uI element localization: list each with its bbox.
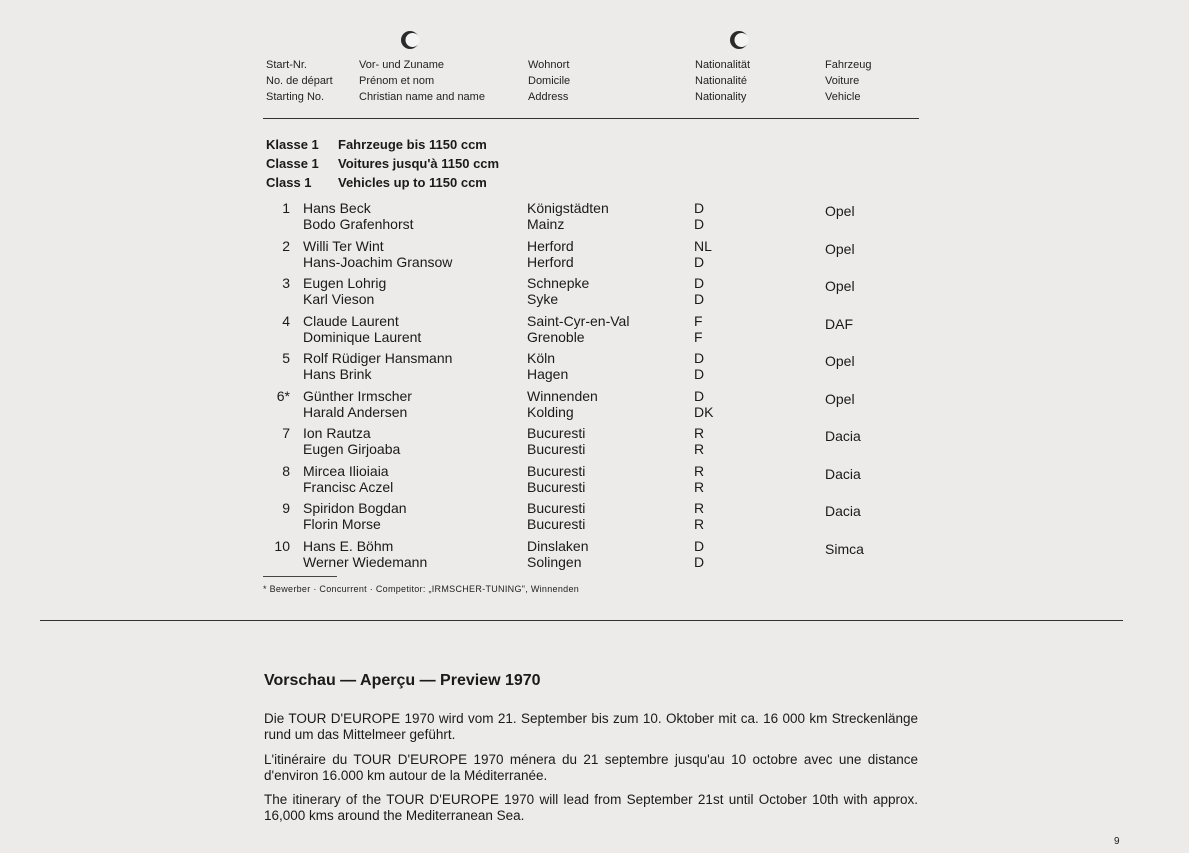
- driver-names: Willi Ter Wint Hans-Joachim Gransow: [303, 237, 453, 270]
- entry-row: [0, 238, 1189, 276]
- nationalities: D D: [694, 537, 705, 570]
- entry-row: [0, 500, 1189, 538]
- vehicle: Simca: [825, 540, 864, 557]
- preview-paragraph-de: Die TOUR D'EUROPE 1970 wird vom 21. September bis zum 10. Oktober mit ca. 16 000 km Streckenlänge rund um das Mittelmeer geführt.: [264, 711, 918, 742]
- start-number: 6*: [276, 387, 290, 404]
- entry-row: [0, 313, 1189, 351]
- home-towns: Herford Herford: [527, 237, 574, 270]
- home-towns: Bucuresti Bucuresti: [527, 425, 586, 457]
- start-number: 2: [282, 237, 290, 254]
- driver-names: Hans Beck Bodo Grafenhorst: [303, 200, 414, 232]
- driver-names: Claude Laurent Dominique Laurent: [303, 312, 422, 345]
- nationalities: R R: [694, 425, 705, 457]
- driver-names: Ion Rautza Eugen Girjoaba: [303, 425, 401, 457]
- driver-names: Spiridon Bogdan Florin Morse: [303, 500, 407, 532]
- header-home: Wohnort Domicile Address: [528, 59, 571, 103]
- start-number: 10: [274, 537, 290, 554]
- entry-row: [0, 538, 1189, 576]
- entry-row: [0, 275, 1189, 313]
- entry-row: [0, 463, 1189, 501]
- preview-paragraph-en: The itinerary of the TOUR D'EUROPE 1970 will lead from September 21st until October 10th with approx. 16,000 kms around the Mediterranean Sea.: [264, 792, 918, 823]
- entry-row: [0, 200, 1189, 238]
- vehicle: Opel: [825, 390, 855, 407]
- vehicle: Opel: [825, 278, 855, 294]
- entry-row: [0, 350, 1189, 388]
- vehicle: Dacia: [825, 428, 861, 444]
- preview-paragraph-fr: L'itinéraire du TOUR D'EUROPE 1970 ménera du 21 septembre jusqu'au 10 octobre avec une distance d'environ 16.000 km autour de la Méditerranée.: [264, 752, 918, 783]
- class-heading: Klasse 1 Fahrzeuge bis 1150 ccm Classe 1 Voitures jusqu'à 1150 ccm Class 1 Vehicles up to 1150 ccm: [266, 137, 500, 190]
- home-towns: Saint-Cyr-en-Val Grenoble: [527, 312, 630, 345]
- nationalities: D D: [694, 275, 705, 307]
- footnote: * Bewerber · Concurrent · Competitor: „IRMSCHER-TUNING", Winnenden: [263, 584, 580, 594]
- header-nationality: Nationalität Nationalité Nationality: [695, 59, 751, 103]
- nationalities: R R: [694, 462, 705, 495]
- start-number: 9: [282, 500, 290, 516]
- start-number: 5: [282, 350, 290, 366]
- entry-row: [0, 388, 1189, 426]
- entry-row: [0, 425, 1189, 463]
- binder-hole-icon: [729, 29, 749, 51]
- vehicle: Opel: [825, 203, 855, 219]
- nationalities: D DK: [694, 387, 714, 420]
- vehicle: Opel: [825, 240, 855, 257]
- entry-list: [0, 200, 1189, 575]
- driver-names: Günther Irmscher Harald Andersen: [303, 387, 412, 420]
- home-towns: Königstädten Mainz: [527, 200, 609, 232]
- vehicle: Opel: [825, 353, 855, 369]
- footnote-rule: [263, 576, 337, 577]
- nationalities: D D: [694, 350, 705, 382]
- start-number: 1: [282, 200, 290, 216]
- driver-names: Eugen Lohrig Karl Vieson: [303, 275, 387, 307]
- vehicle: Dacia: [825, 465, 861, 482]
- nationalities: D D: [694, 200, 705, 232]
- home-towns: Bucuresti Bucuresti: [527, 500, 586, 532]
- start-number: 8: [282, 462, 290, 479]
- page-number: 9: [1114, 836, 1120, 847]
- binder-hole-icon: [400, 29, 420, 51]
- header-vehicle: Fahrzeug Voiture Vehicle: [825, 59, 872, 103]
- nationalities: F F: [694, 312, 703, 345]
- vehicle: Dacia: [825, 503, 861, 519]
- header-name: Vor- und Zuname Prénom et nom Christian name and name: [359, 59, 485, 103]
- preview-title: Vorschau — Aperçu — Preview 1970: [264, 672, 541, 689]
- nationalities: R R: [694, 500, 705, 532]
- home-towns: Bucuresti Bucuresti: [527, 462, 586, 495]
- driver-names: Rolf Rüdiger Hansmann Hans Brink: [303, 350, 453, 382]
- driver-names: Hans E. Böhm Werner Wiedemann: [303, 537, 428, 570]
- header-rule: [263, 118, 919, 119]
- start-number: 4: [282, 312, 290, 329]
- home-towns: Schnepke Syke: [527, 275, 590, 307]
- home-towns: Winnenden Kolding: [527, 387, 598, 420]
- start-number: 7: [282, 425, 290, 441]
- nationalities: NL D: [694, 237, 712, 270]
- home-towns: Köln Hagen: [527, 350, 569, 382]
- vehicle: DAF: [825, 315, 853, 332]
- driver-names: Mircea Ilioiaia Francisc Aczel: [303, 462, 394, 495]
- section-divider: [40, 620, 1123, 621]
- header-start-number: Start-Nr. No. de départ Starting No.: [266, 59, 333, 103]
- home-towns: Dinslaken Solingen: [527, 537, 589, 570]
- start-number: 3: [282, 275, 290, 291]
